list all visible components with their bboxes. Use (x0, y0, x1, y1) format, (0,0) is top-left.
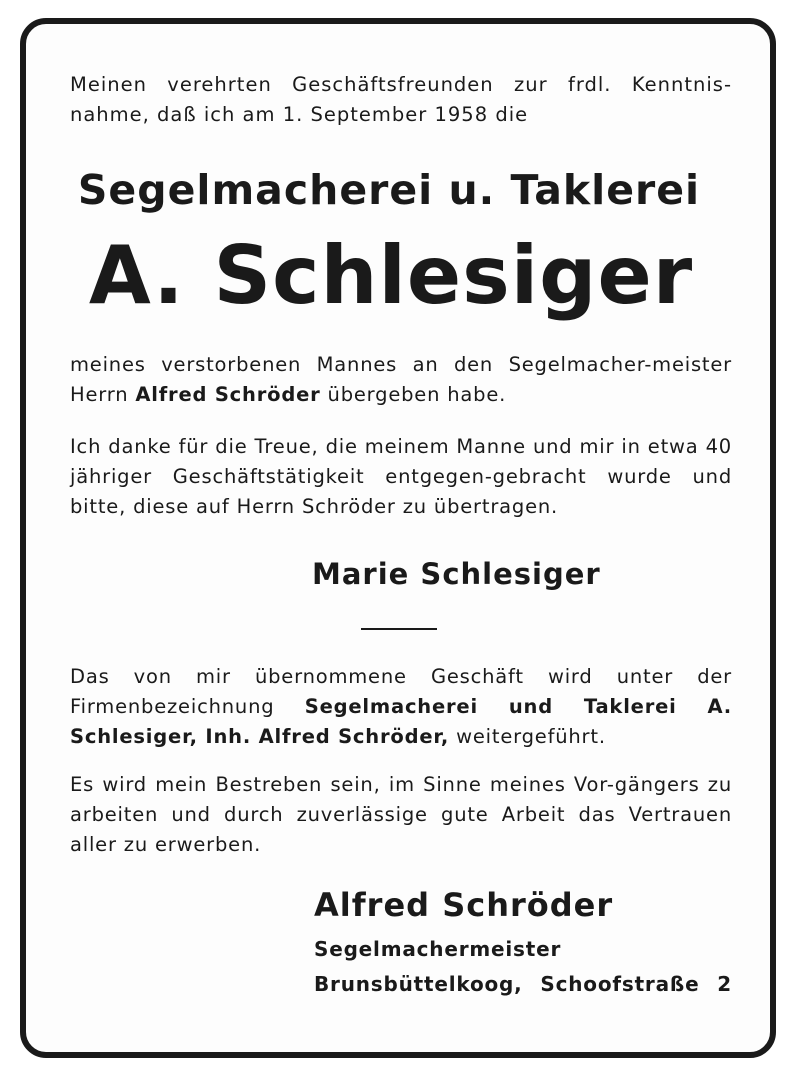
company-name-heading: A. Schlesiger (88, 229, 694, 322)
signature-alfred-title: Segelmachermeister (314, 937, 562, 961)
intent-paragraph: Es wird mein Bestreben sein, im Sinne meines Vor-gängers zu arbeiten und durch zuverlässige gute Arbeit das Vertrauen aller zu erwerben. (70, 773, 732, 856)
section-divider (361, 628, 437, 630)
intro-line-1: Meinen verehrten Geschäftsfreunden zur frdl. Kenntnis- (70, 73, 732, 96)
intro-paragraph (70, 70, 732, 130)
continuation-company-name: Segelmacherei und Taklerei A. Schlesiger, Inh. Alfred Schröder, (70, 695, 733, 748)
intro-line-2: nahme, daß ich am 1. September 1958 die (70, 103, 529, 126)
handover-paragraph (70, 350, 732, 410)
handover-text-1: meines verstorbenen Mannes an den Segelmacher-meister Herrn (70, 353, 732, 406)
signature-alfred: Alfred Schröder (314, 886, 614, 924)
continuation-paragraph (70, 662, 732, 752)
signature-marie: Marie Schlesiger (312, 557, 601, 591)
handover-text-2: übergeben habe. (320, 383, 507, 406)
announcement-content (70, 70, 733, 996)
signature-alfred-address: Brunsbüttelkoog, Schoofstraße 2 (314, 972, 732, 996)
continuation-text-1: Das von mir übernommene Geschäft wird unter der Firmenbezeichnung (70, 665, 732, 718)
continuation-text-2: weitergeführt. (449, 725, 606, 748)
business-heading: Segelmacherei u. Taklerei (77, 166, 701, 214)
handover-successor-name: Alfred Schröder (135, 383, 321, 406)
thanks-paragraph: Ich danke für die Treue, die meinem Manne und mir in etwa 40 jähriger Geschäftstätigkeit entgegen-gebracht wurde und bitte, diese auf Herrn Schröder zu übertragen. (70, 435, 732, 518)
